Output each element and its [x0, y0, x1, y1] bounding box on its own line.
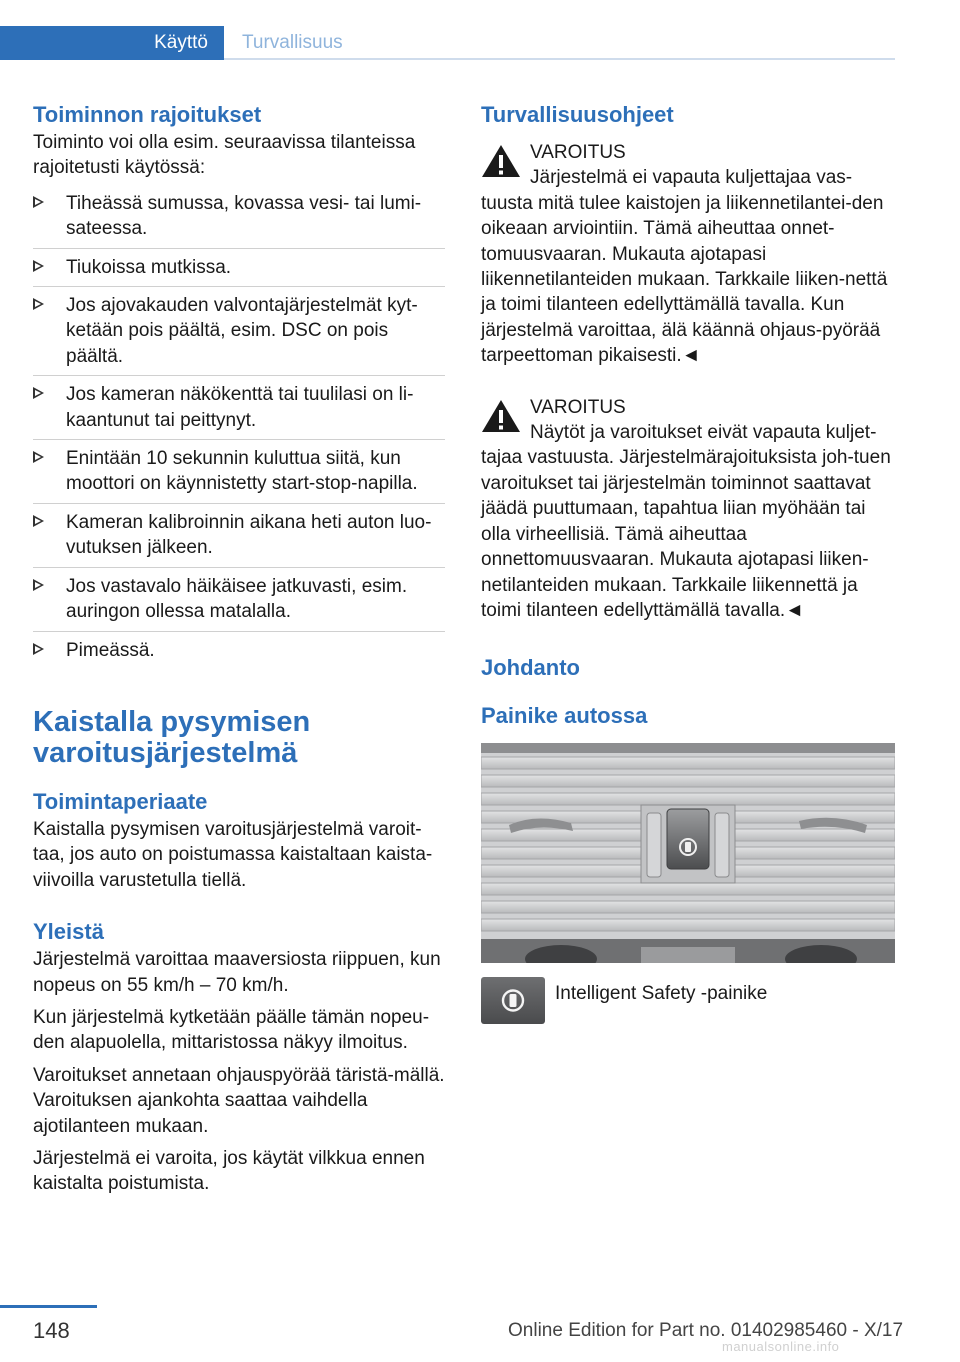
bullet-triangle-icon: [35, 263, 41, 269]
limits-list-item: [33, 567, 445, 631]
limits-list: [33, 185, 445, 669]
section-title-line1: Kaistalla pysymisen: [33, 705, 311, 738]
bullet-triangle-icon: [35, 454, 41, 460]
limits-list-item-text: Jos kameran näkökenttä tai tuulilasi on li-kaantunut tai peittynyt.: [66, 384, 414, 431]
bullet-triangle-icon: [35, 518, 41, 524]
tab-divider: [224, 58, 895, 60]
principle-heading: Toimintaperiaate: [33, 788, 208, 814]
limits-list-item-text: Pimeässä.: [66, 639, 155, 661]
limits-list-item-text: Kameran kalibroinnin aikana heti auton luo-vutuksen jälkeen.: [66, 511, 432, 559]
warning-triangle-icon: [481, 144, 521, 178]
bullet-triangle-icon: [35, 301, 41, 307]
limits-list-item-text: Jos ajovakauden valvontajärjestelmät kyt-ketään pois päältä, esim. DSC on pois päältä.: [66, 295, 418, 367]
dashboard-button-photo: [481, 743, 895, 963]
intelligent-safety-button-icon: [481, 977, 545, 1024]
limits-list-item: [33, 185, 445, 248]
warning-block-1: [481, 140, 895, 369]
warning-1-label: VAROITUS: [530, 142, 626, 163]
tab-turvallisuus[interactable]: Turvallisuus: [242, 32, 343, 53]
general-paragraph-2: Kun järjestelmä kytketään päälle tämän nopeu-den alapuolella, mittaristossa näkyy ilmoitus.: [33, 1006, 430, 1054]
warning-block-2: [481, 395, 895, 624]
limits-list-item-text: Jos vastavalo häikäisee jatkuvasti, esim. auringon ollessa matalalla.: [66, 575, 408, 623]
button-heading: Painike autossa: [481, 703, 648, 729]
button-caption: Intelligent Safety -painike: [555, 983, 768, 1005]
header-tabs: [0, 26, 895, 60]
limits-list-item: [33, 439, 445, 503]
limits-heading: Toiminnon rajoitukset: [33, 102, 262, 127]
limits-list-item-text: Tiheässä sumussa, kovassa vesi- tai lumi-sateessa.: [66, 192, 422, 240]
limits-list-item: [33, 631, 445, 669]
warning-2-label: VAROITUS: [530, 396, 626, 418]
limits-list-item: [33, 248, 445, 286]
section-title-line2: varoitusjärjestelmä: [33, 736, 298, 769]
warning-2-text: tajaa vastuusta. Järjestelmärajoituksista joh-tuen varoitukset tai järjestelmän toiminnot saattavat jäädä puuttumaan, tapahtua liian myöhään tai olla virheellisiä. Tämä aiheuttaa onnettomuusvaaran. Mukauta ajotapasi liiken-netilanteiden mukaan. Tarkkaile liikennettä ja toimi tilanteen edellyttämällä tavalla.◄: [481, 447, 891, 621]
watermark: manualsonline.info: [722, 1339, 840, 1354]
car-safety-icon: [481, 977, 545, 1024]
general-paragraph-4: Järjestelmä ei varoita, jos käytät vilkkua ennen kaistalta poistumista.: [33, 1147, 425, 1195]
general-heading: Yleistä: [33, 919, 104, 945]
limits-intro: Toiminto voi olla esim. seuraavissa tilanteissa rajoitetusti käytössä:: [33, 132, 416, 179]
limits-list-item-text: Enintään 10 sekunnin kuluttua siitä, kun moottori on käynnistetty start-stop-napilla.: [66, 448, 418, 495]
general-paragraph-1: Järjestelmä varoittaa maaversiosta riippuen, kun nopeus on 55 km/h – 70 km/h.: [33, 949, 441, 996]
tab-kaytto[interactable]: Käyttö: [0, 26, 224, 60]
limits-list-item: [33, 503, 445, 567]
warning-1-text: tuusta mitä tulee kaistojen ja liikennetilantei-den oikeaan arviointiin. Tämä aiheuttaa onnet-tomuusvaaran. Mukauta ajotapasi liikennetilanteiden mukaan. Tarkkaile liiken-nettä ja toimi tilanteen edellyttämällä tavalla. Kun järjestelmä varoittaa, älä käännä ohjaus-pyörää tarpeettoman pikaisesti.◄: [481, 192, 888, 367]
right-column: [481, 100, 895, 1027]
safety-heading: Turvallisuusohjeet: [481, 102, 674, 127]
warning-triangle-icon: [481, 399, 521, 433]
footer-rule: [0, 1305, 97, 1308]
bullet-triangle-icon: [35, 582, 41, 588]
button-legend: [481, 977, 895, 1027]
section-title: [33, 707, 445, 769]
general-paragraph-3: Varoitukset annetaan ohjauspyörää täristä-mällä. Varoituksen ajankohta saattaa vaihdella ajotilanteen mukaan.: [33, 1064, 445, 1137]
bullet-triangle-icon: [35, 199, 41, 205]
left-column: [33, 100, 445, 1197]
limits-list-item: [33, 375, 445, 439]
warning-1-first-line: Järjestelmä ei vapauta kuljettajaa vas-: [530, 167, 853, 189]
warning-2-first-line: Näytöt ja varoitukset eivät vapauta kuljet-: [530, 422, 877, 444]
edition-text: Online Edition for Part no. 01402985460 - X/17: [508, 1320, 904, 1341]
limits-list-item-text: Tiukoissa mutkissa.: [66, 256, 232, 278]
limits-list-item: [33, 286, 445, 375]
principle-text: Kaistalla pysymisen varoitusjärjestelmä varoit-taa, jos auto on poistumassa kaistaltaan kaista-viivoilla varustetulla tiellä.: [33, 818, 433, 891]
dashboard-illustration: [481, 743, 895, 963]
bullet-triangle-icon: [35, 646, 41, 652]
page-number: 148: [33, 1318, 70, 1343]
intro-heading: Johdanto: [481, 655, 580, 681]
bullet-triangle-icon: [35, 390, 41, 396]
